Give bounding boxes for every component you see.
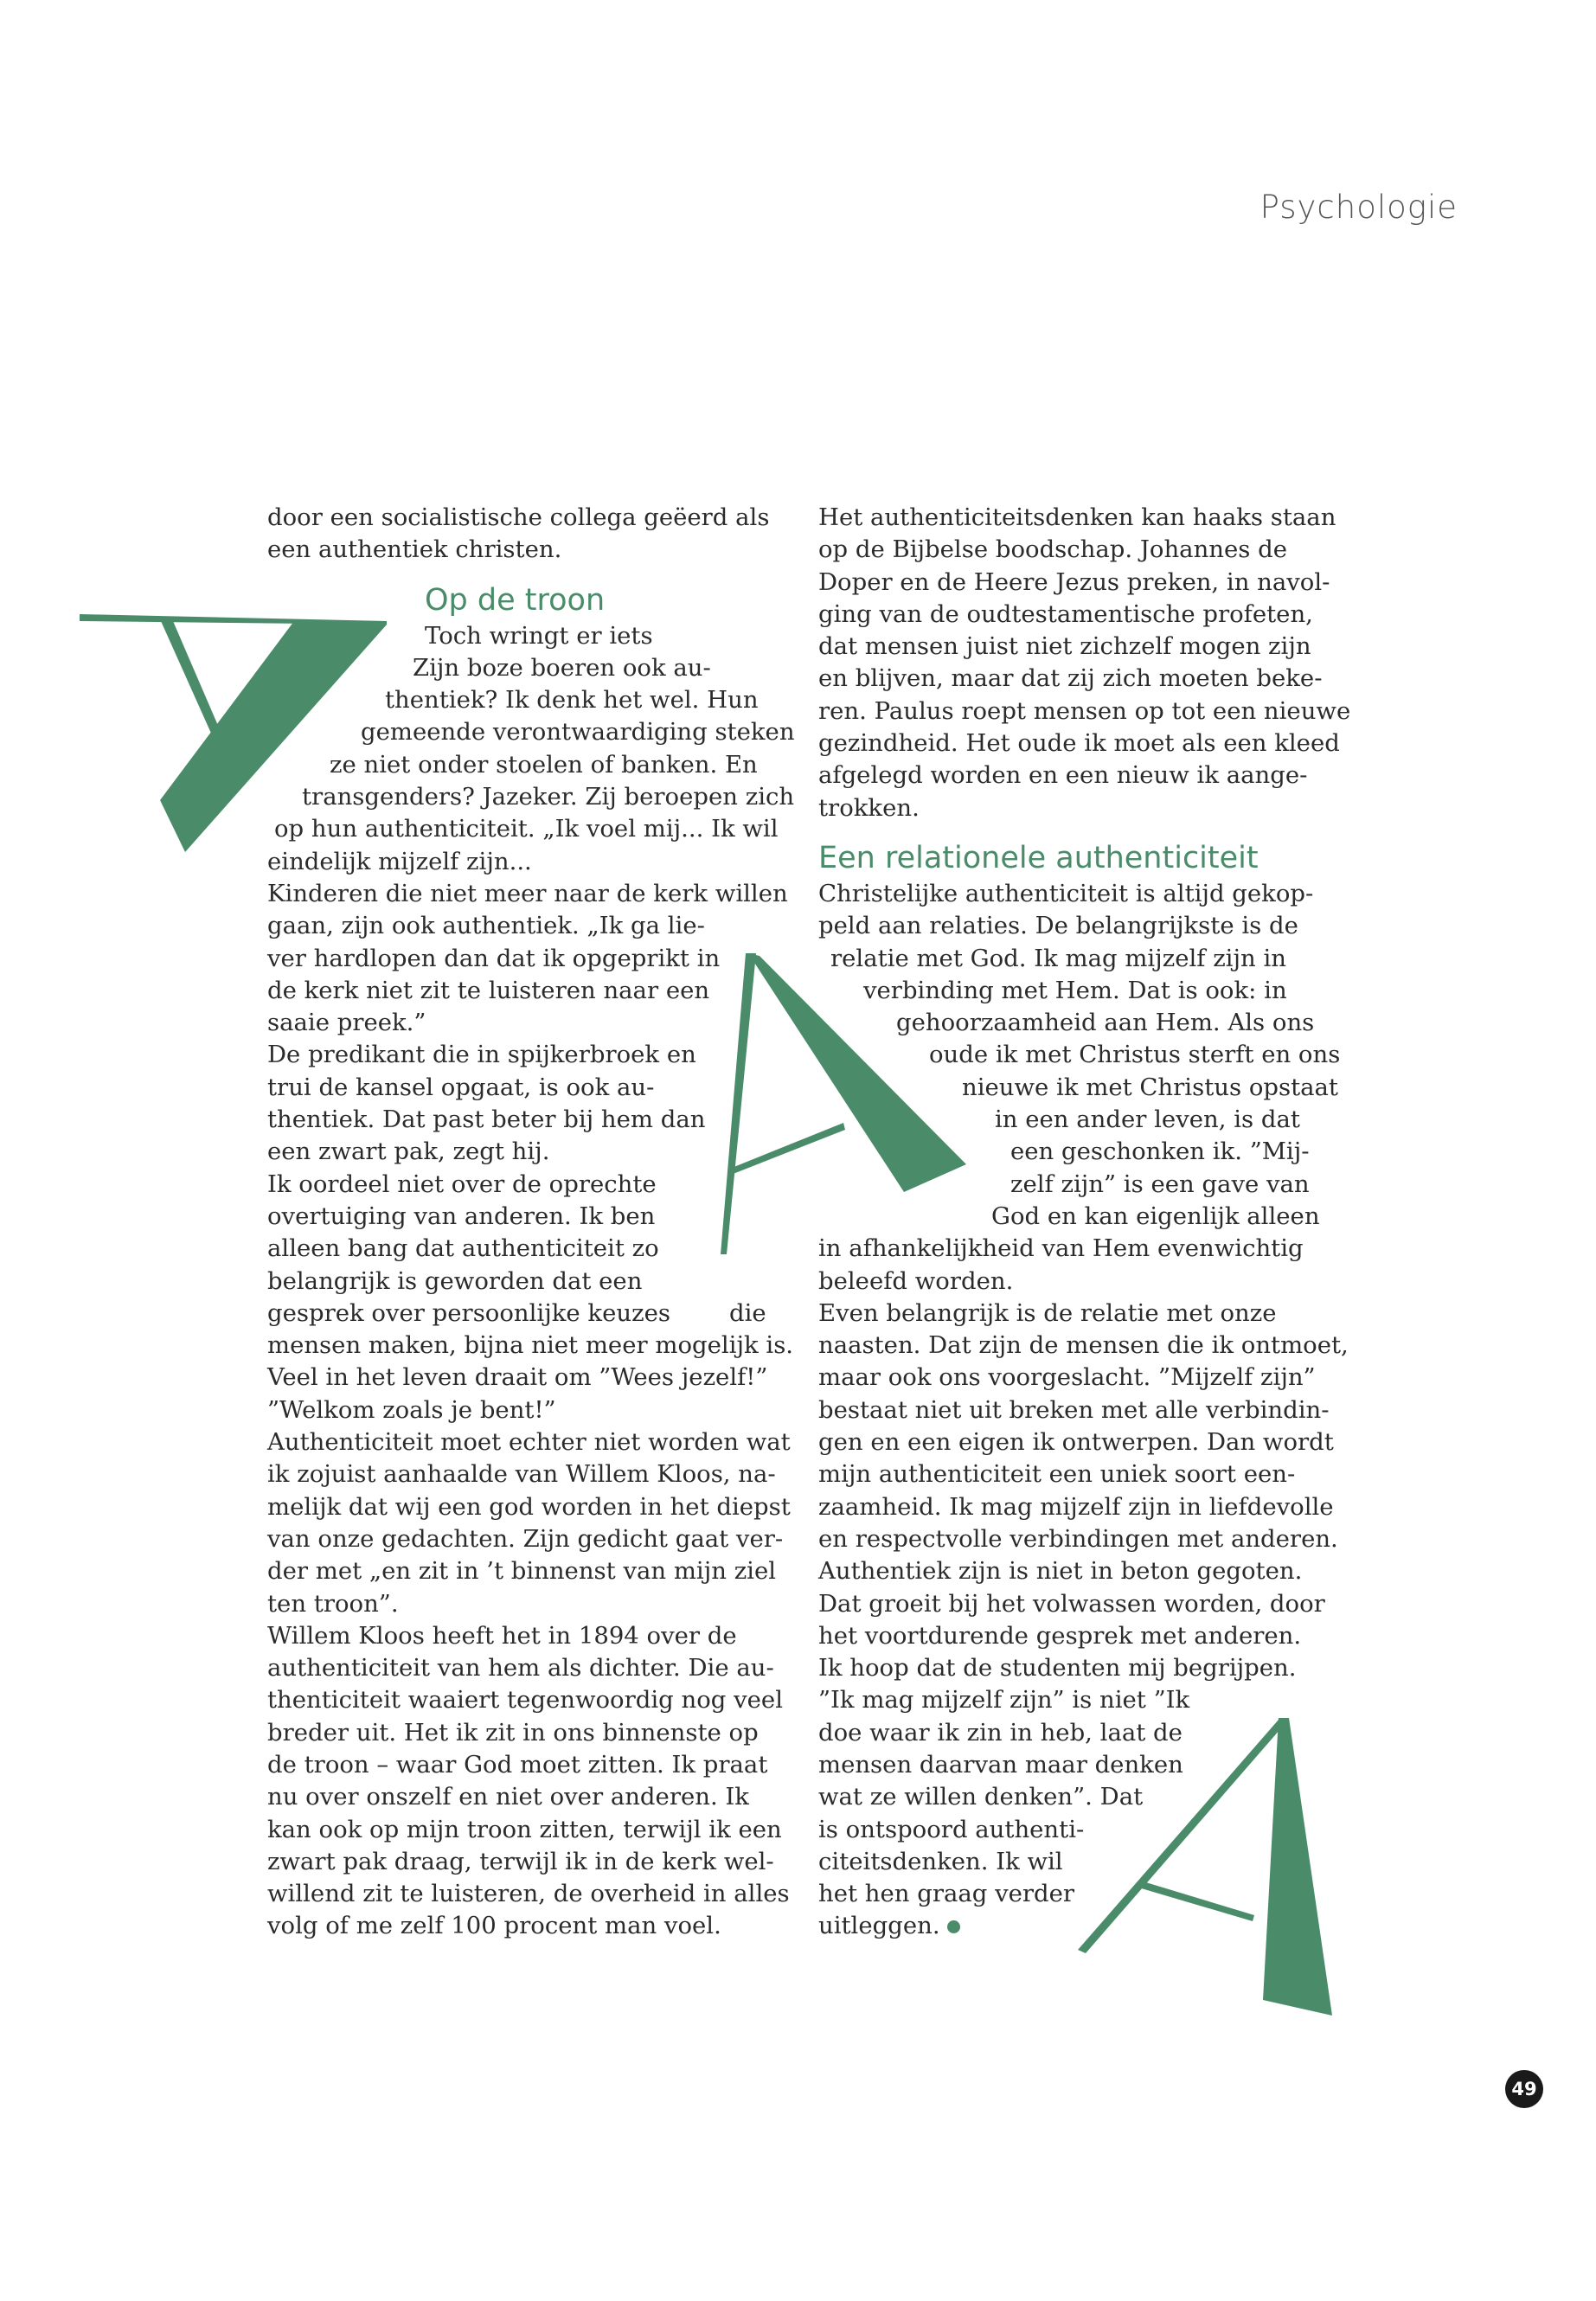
body-line: doe waar ik zin in heb, laat de — [818, 1718, 1183, 1747]
body-line: gaan, zijn ook authentiek. „Ik ga lie- — [267, 912, 705, 940]
body-line: belangrijk is geworden dat een — [267, 1266, 643, 1295]
body-line: thentiek? Ik denk het wel. Hun — [385, 686, 759, 715]
body-line: ”Ik mag mijzelf zijn” is niet ”Ik — [818, 1686, 1190, 1715]
intro-line: een authentiek christen. — [267, 535, 562, 564]
body-line: ik zojuist aanhaalde van Willem Kloos, na- — [267, 1460, 776, 1489]
right-column — [818, 502, 1355, 1943]
body-line: Toch wringt er iets — [425, 621, 653, 650]
body-line: gehoorzaamheid aan Hem. Als ons — [896, 1009, 1315, 1037]
body-line: Authenticiteit moet echter niet worden wat — [267, 1428, 791, 1457]
body-line: zaamheid. Ik mag mijzelf zijn in liefdevolle — [818, 1492, 1334, 1521]
deco-a1-crossbar — [161, 621, 221, 737]
body-line: melijk dat wij een god worden in het diepst — [267, 1492, 791, 1521]
body-line: God en kan eigenlijk alleen — [991, 1202, 1320, 1230]
body-line: verbinding met Hem. Dat is ook: in — [863, 976, 1287, 1004]
body-line: Even belangrijk is de relatie met onze — [818, 1298, 1277, 1327]
body-line: saaie preek.” — [267, 1009, 426, 1037]
body-line: de troon – waar God moet zitten. Ik praat — [267, 1750, 768, 1779]
body-line: nu over onszelf en niet over anderen. Ik — [267, 1783, 749, 1811]
heading-op-de-troon: Op de troon — [425, 582, 606, 618]
body-line: het hen graag verder — [818, 1880, 1075, 1908]
body-line: Zijn boze boeren ook au- — [413, 653, 711, 682]
body-line: der met „en zit in ’t binnenst van mijn ziel — [267, 1557, 777, 1586]
body-line: eindelijk mijzelf zijn... — [267, 847, 532, 875]
body-line: mensen daarvan maar denken — [818, 1750, 1183, 1779]
body-line: transgenders? Jazeker. Zij beroepen zich — [302, 783, 795, 811]
body-line: het voortdurende gesprek met anderen. — [818, 1621, 1302, 1650]
page-number: 49 — [1505, 2070, 1543, 2108]
body-line: beleefd worden. — [818, 1266, 1014, 1295]
body-line: overtuiging van anderen. Ik ben — [267, 1202, 656, 1230]
body-line: is ontspoord authenti- — [818, 1815, 1085, 1843]
orphan-word: die — [729, 1298, 766, 1327]
intro-line: en blijven, maar dat zij zich moeten beke- — [818, 664, 1323, 693]
body-line: ver hardlopen dan dat ik opgeprikt in — [267, 944, 721, 972]
body-line: kan ook op mijn troon zitten, terwijl ik een — [267, 1815, 782, 1843]
body-line: een geschonken ik. ”Mij- — [1010, 1138, 1310, 1166]
body-line: Dat groeit bij het volwassen worden, door — [818, 1589, 1325, 1618]
intro-line: door een socialistische collega geëerd als — [267, 503, 770, 531]
body-line: ten troon”. — [267, 1589, 399, 1618]
body-line: zelf zijn” is een gave van — [1010, 1170, 1310, 1198]
body-line: Ik oordeel niet over de oprechte — [267, 1170, 657, 1198]
body-line: Willem Kloos heeft het in 1894 over de — [267, 1621, 737, 1650]
body-line: authenticiteit van hem als dichter. Die au- — [267, 1654, 774, 1682]
intro-line: ren. Paulus roept mensen op tot een nieuwe — [818, 696, 1351, 725]
body-line: van onze gedachten. Zijn gedicht gaat ver- — [267, 1524, 784, 1553]
body-line: Ik hoop dat de studenten mij begrijpen. — [818, 1654, 1297, 1682]
body-line: nieuwe ik met Christus opstaat — [962, 1073, 1338, 1101]
body-line: gemeende verontwaardiging steken — [361, 718, 795, 747]
intro-line: ging van de oudtestamentische profeten, — [818, 599, 1313, 628]
body-line: Christelijke authenticiteit is altijd gekop- — [818, 879, 1314, 907]
body-line: volg of me zelf 100 procent man voel. — [267, 1912, 721, 1940]
intro-line: gezindheid. Het oude ik moet als een kleed — [818, 729, 1340, 758]
body-line: naasten. Dat zijn de mensen die ik ontmoet, — [818, 1331, 1349, 1360]
body-line: thenticiteit waaiert tegenwoordig nog veel — [267, 1686, 783, 1715]
heading-relationele-authenticiteit: Een relationele authenticiteit — [818, 840, 1259, 875]
body-line: maar ook ons voorgeslacht. ”Mijzelf zijn” — [818, 1363, 1316, 1392]
body-line — [267, 1298, 804, 1330]
body-line: Authentiek zijn is niet in beton gegoten. — [818, 1557, 1303, 1586]
body-line: willend zit te luisteren, de overheid in alles — [267, 1880, 790, 1908]
body-line: wat ze willen denken”. Dat — [818, 1783, 1144, 1811]
body-line: trui de kansel opgaat, is ook au- — [267, 1073, 655, 1101]
body-line: De predikant die in spijkerbroek en — [267, 1041, 696, 1069]
body-line-text: gesprek over persoonlijke keuzes — [267, 1298, 670, 1327]
intro-line: op de Bijbelse boodschap. Johannes de — [818, 535, 1287, 564]
body-line: in afhankelijkheid van Hem evenwichtig — [818, 1234, 1304, 1263]
body-line: thentiek. Dat past beter bij hem dan — [267, 1106, 706, 1134]
body-line: Veel in het leven draait om ”Wees jezelf!” — [267, 1363, 768, 1392]
body-line: ze niet onder stoelen of banken. En — [330, 750, 758, 779]
body-line: oude ik met Christus sterft en ons — [929, 1041, 1341, 1069]
section-label: Psychologie — [1259, 189, 1458, 226]
end-of-article-dot — [947, 1920, 960, 1933]
intro-line: Het authenticiteitsdenken kan haaks staan — [818, 503, 1336, 531]
body-line: in een ander leven, is dat — [995, 1106, 1300, 1134]
intro-line: dat mensen juist niet zichzelf mogen zijn — [818, 632, 1311, 661]
body-line: relatie met God. Ik mag mijzelf zijn in — [830, 944, 1286, 972]
body-line: peld aan relaties. De belangrijkste is de — [818, 912, 1298, 940]
body-line-text: uitleggen. — [818, 1912, 940, 1940]
left-column — [267, 502, 804, 1943]
body-line: mijn authenticiteit een uniek soort een- — [818, 1460, 1296, 1489]
body-line: ”Welkom zoals je bent!” — [267, 1395, 556, 1424]
intro-line: afgelegd worden en een nieuw ik aange- — [818, 761, 1308, 790]
body-line: gen en een eigen ik ontwerpen. Dan wordt — [818, 1428, 1334, 1457]
body-line: Kinderen die niet meer naar de kerk willen — [267, 879, 788, 907]
body-line: op hun authenticiteit. „Ik voel mij... Ik wil — [274, 815, 779, 843]
intro-line: trokken. — [818, 793, 920, 822]
body-line: breder uit. Het ik zit in ons binnenste op — [267, 1718, 759, 1747]
body-line: mensen maken, bijna niet meer mogelijk is. — [267, 1331, 794, 1360]
body-line: alleen bang dat authenticiteit zo — [267, 1234, 659, 1263]
body-line: bestaat niet uit breken met alle verbindin- — [818, 1395, 1330, 1424]
body-line: de kerk niet zit te luisteren naar een — [267, 976, 710, 1004]
intro-line: Doper en de Heere Jezus preken, in navol- — [818, 567, 1330, 596]
body-line: een zwart pak, zegt hij. — [267, 1138, 550, 1166]
body-line: en respectvolle verbindingen met anderen. — [818, 1524, 1338, 1553]
body-line: zwart pak draag, terwijl ik in de kerk wel- — [267, 1847, 774, 1875]
body-line: citeitsdenken. Ik wil — [818, 1847, 1063, 1875]
body-line — [818, 1910, 1355, 1942]
